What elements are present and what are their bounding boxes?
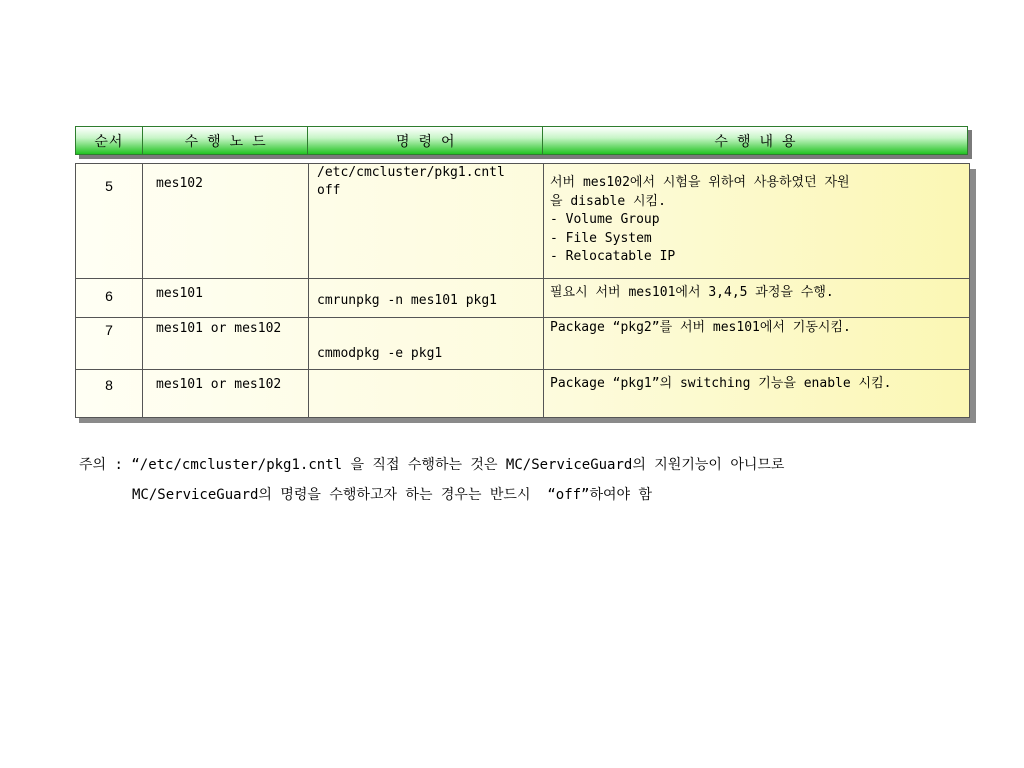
row-command: cmmodpkg -e pkg1 — [317, 346, 443, 361]
table-row — [76, 369, 969, 417]
table-header — [75, 126, 968, 155]
note-line-1: 주의 : “/etc/cmcluster/pkg1.cntl 을 직접 수행하는 것은 MC/ServiceGuard의 지원기능이 아니므로 — [79, 457, 785, 473]
table-row — [76, 278, 969, 317]
row-node: mes101 or mes102 — [156, 321, 282, 336]
note-line-2: MC/ServiceGuard의 명령을 수행하고자 하는 경우는 반드시 “off”하여야 함 — [132, 487, 653, 503]
row-description: Package “pkg2”를 서버 mes101에서 기동시킴. — [550, 320, 851, 335]
row-order: 5 — [105, 178, 113, 194]
header-description: 수행내용 — [714, 133, 805, 150]
header-order: 순서 — [76, 127, 143, 154]
row-order: 7 — [105, 322, 113, 338]
row-node: mes102 — [156, 176, 203, 191]
row-command: /etc/cmcluster/pkg1.cntl off — [317, 165, 505, 198]
row-description: 서버 mes102에서 시험을 위하여 사용하였던 자원 을 disable 시킴. - Volume Group - File System - Relocatable IP — [550, 175, 850, 264]
table-row — [76, 164, 969, 278]
row-order: 8 — [105, 377, 113, 393]
row-command: cmrunpkg -n mes101 pkg1 — [317, 293, 498, 308]
procedure-table — [75, 163, 970, 418]
table-row — [76, 317, 969, 369]
row-node: mes101 — [156, 286, 203, 301]
row-description: 필요시 서버 mes101에서 3,4,5 과정을 수행. — [550, 285, 834, 300]
row-description: Package “pkg1”의 switching 기능을 enable 시킴. — [550, 376, 892, 391]
header-command: 명령어 — [308, 127, 542, 154]
row-node: mes101 or mes102 — [156, 377, 282, 392]
header-node: 수행노드 — [143, 127, 309, 154]
row-order: 6 — [105, 288, 113, 304]
